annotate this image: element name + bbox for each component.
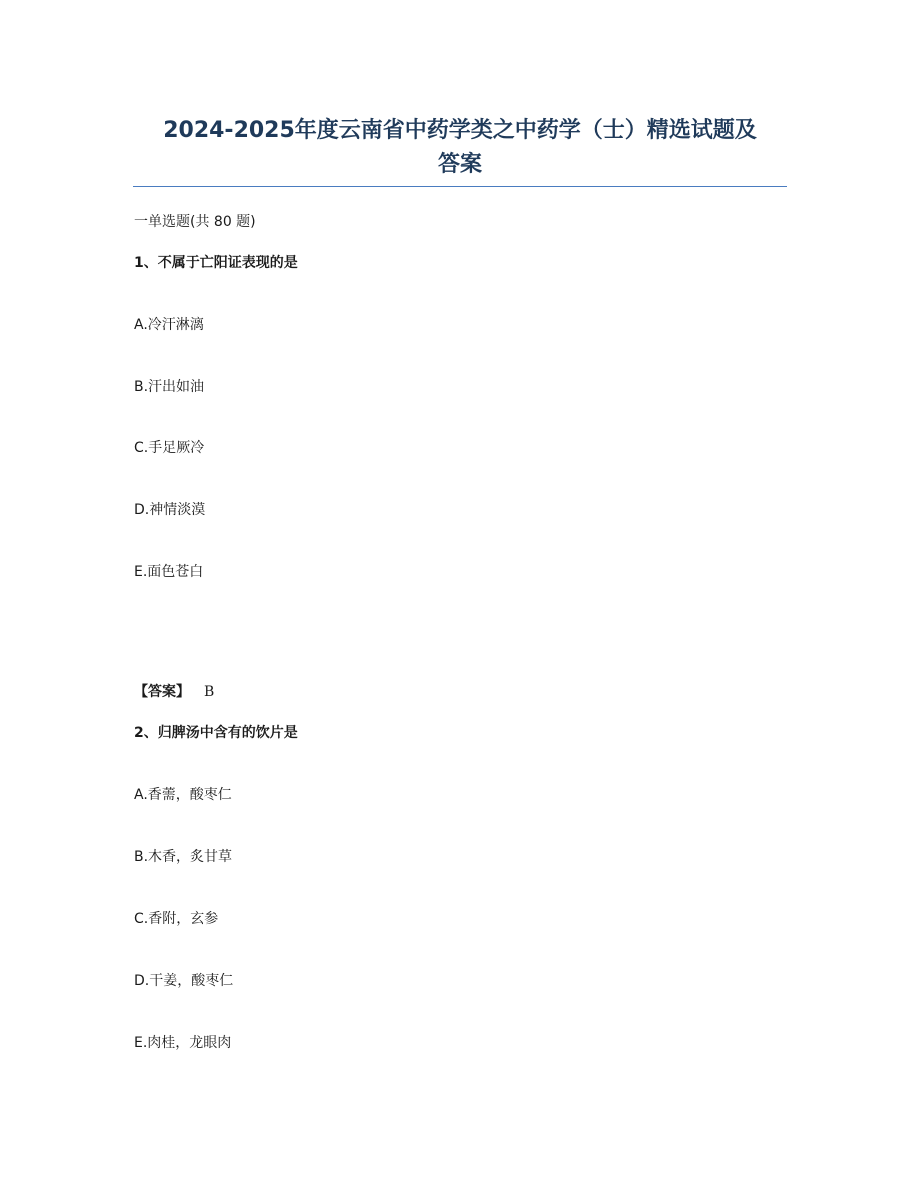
question-2-option-b: B.木香，炙甘草 [134, 849, 233, 865]
question-1-option-c: C.手足厥冷 [134, 440, 205, 456]
question-2-option-c: C.香附，玄参 [134, 911, 219, 927]
title-divider [133, 186, 787, 187]
question-1-option-e: E.面色苍白 [134, 564, 204, 580]
question-2-title: 2、归脾汤中含有的饮片是 [134, 725, 298, 741]
answer-value: B [204, 684, 215, 700]
question-1-option-b: B.汗出如油 [134, 379, 205, 395]
question-2-option-d: D.干姜，酸枣仁 [134, 973, 234, 989]
question-2-option-e: E.肉桂，龙眼肉 [134, 1035, 232, 1051]
answer-label: 【答案】 [134, 684, 190, 700]
question-1-answer [134, 682, 214, 702]
question-1-title: 1、不属于亡阳证表现的是 [134, 255, 298, 271]
title-line-2: 答案 [437, 152, 482, 177]
question-2-option-a: A.香薷，酸枣仁 [134, 787, 232, 803]
section-header: 一单选题(共 80 题) [134, 214, 256, 230]
question-1-option-a: A.冷汗淋漓 [134, 317, 204, 333]
document-title [110, 114, 810, 182]
question-1-option-d: D.神情淡漠 [134, 502, 206, 518]
title-line-1: 2024-2025年度云南省中药学类之中药学（士）精选试题及 [163, 118, 757, 143]
